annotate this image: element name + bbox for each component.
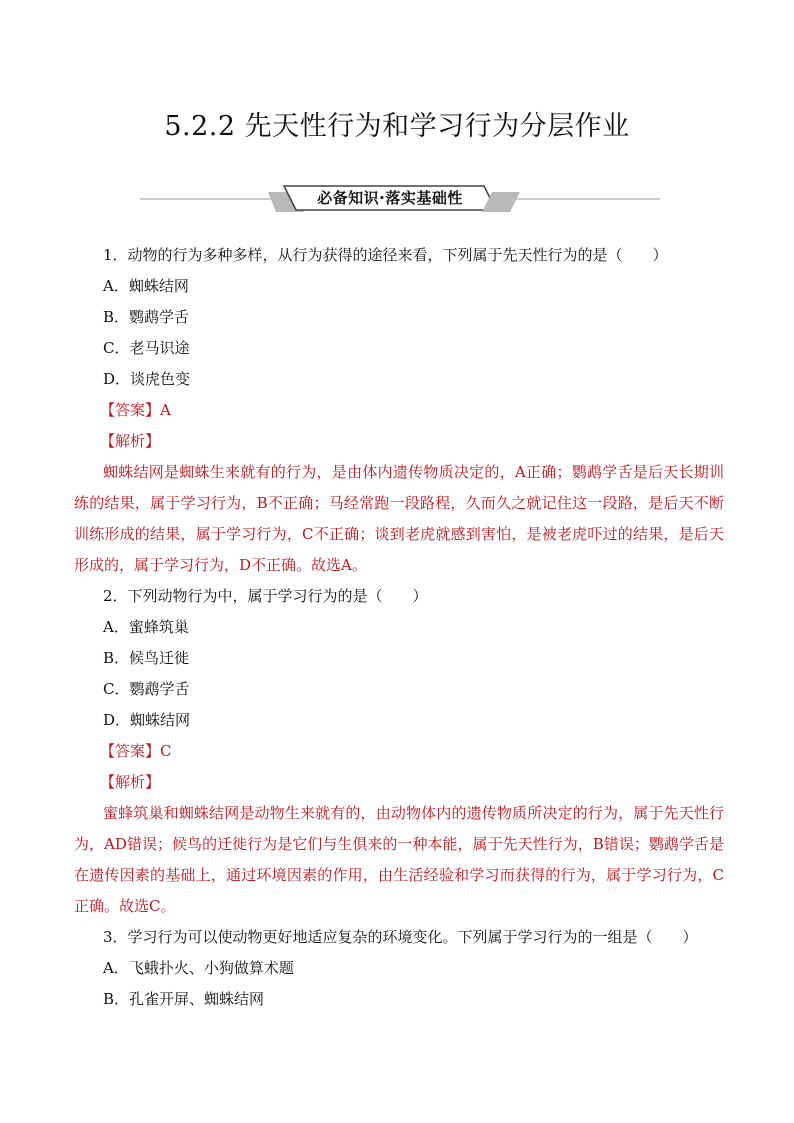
option-d: D．蜘蛛结网 [103,711,191,729]
analysis-label: 【解析】 [100,432,161,450]
question-3 [74,922,724,1015]
option-c: C．鹦鹉学舌 [103,680,190,698]
question-list [74,240,724,1015]
answer-value: A [160,401,171,419]
question-1 [74,240,724,581]
page-title: 5.2.2 先天性行为和学习行为分层作业 [164,111,630,142]
option-a: A．蜘蛛结网 [103,277,189,295]
analysis-label: 【解析】 [100,773,161,791]
option-d: D．谈虎色变 [103,370,191,388]
analysis-text: 蜘蛛结网是蜘蛛生来就有的行为，是由体内遗传物质决定的，A正确；鹦鹉学舌是后天长期训练的结果，属于学习行为，B不正确；马经常跑一段路程，久而久之就记住这一段路，是后天不断训练形成的结果，属于学习行为，C不正确；谈到老虎就感到害怕，是被老虎吓过的结果，是后天形成的，属于学习行为，D不正确。故选A。 [74,463,724,574]
analysis-text: 蜜蜂筑巢和蜘蛛结网是动物生来就有的，由动物体内的遗传物质所决定的行为，属于先天性行为，AD错误；候鸟的迁徙行为是它们与生俱来的一种本能，属于先天性行为，B错误；鹦鹉学舌是在遗传因素的基础上，通过环境因素的作用，由生活经验和学习而获得的行为，属于学习行为，C正确。故选C。 [74,804,724,915]
question-stem: 1．动物的行为多种多样，从行为获得的途径来看，下列属于先天性行为的是（ ） [103,246,668,264]
option-b: B．孔雀开屏、蜘蛛结网 [103,990,265,1008]
answer-label: 【答案】 [100,742,161,760]
answer-row [74,395,724,426]
section-title: 必备知识·落实基础性 [317,189,463,207]
option-a: A．飞蛾扑火、小狗做算术题 [103,959,294,977]
question-stem: 3．学习行为可以使动物更好地适应复杂的环境变化。下列属于学习行为的一组是（ ） [103,928,698,946]
answer-value: C [160,742,172,760]
answer-row [74,736,724,767]
option-b: B．候鸟迁徙 [103,649,190,667]
option-b: B．鹦鹉学舌 [103,308,190,326]
question-stem: 2．下列动物行为中，属于学习行为的是（ ） [103,587,428,605]
option-a: A．蜜蜂筑巢 [103,618,189,636]
question-2 [74,581,724,922]
option-c: C．老马识途 [103,339,190,357]
answer-label: 【答案】 [100,401,161,419]
section-banner [100,182,680,214]
